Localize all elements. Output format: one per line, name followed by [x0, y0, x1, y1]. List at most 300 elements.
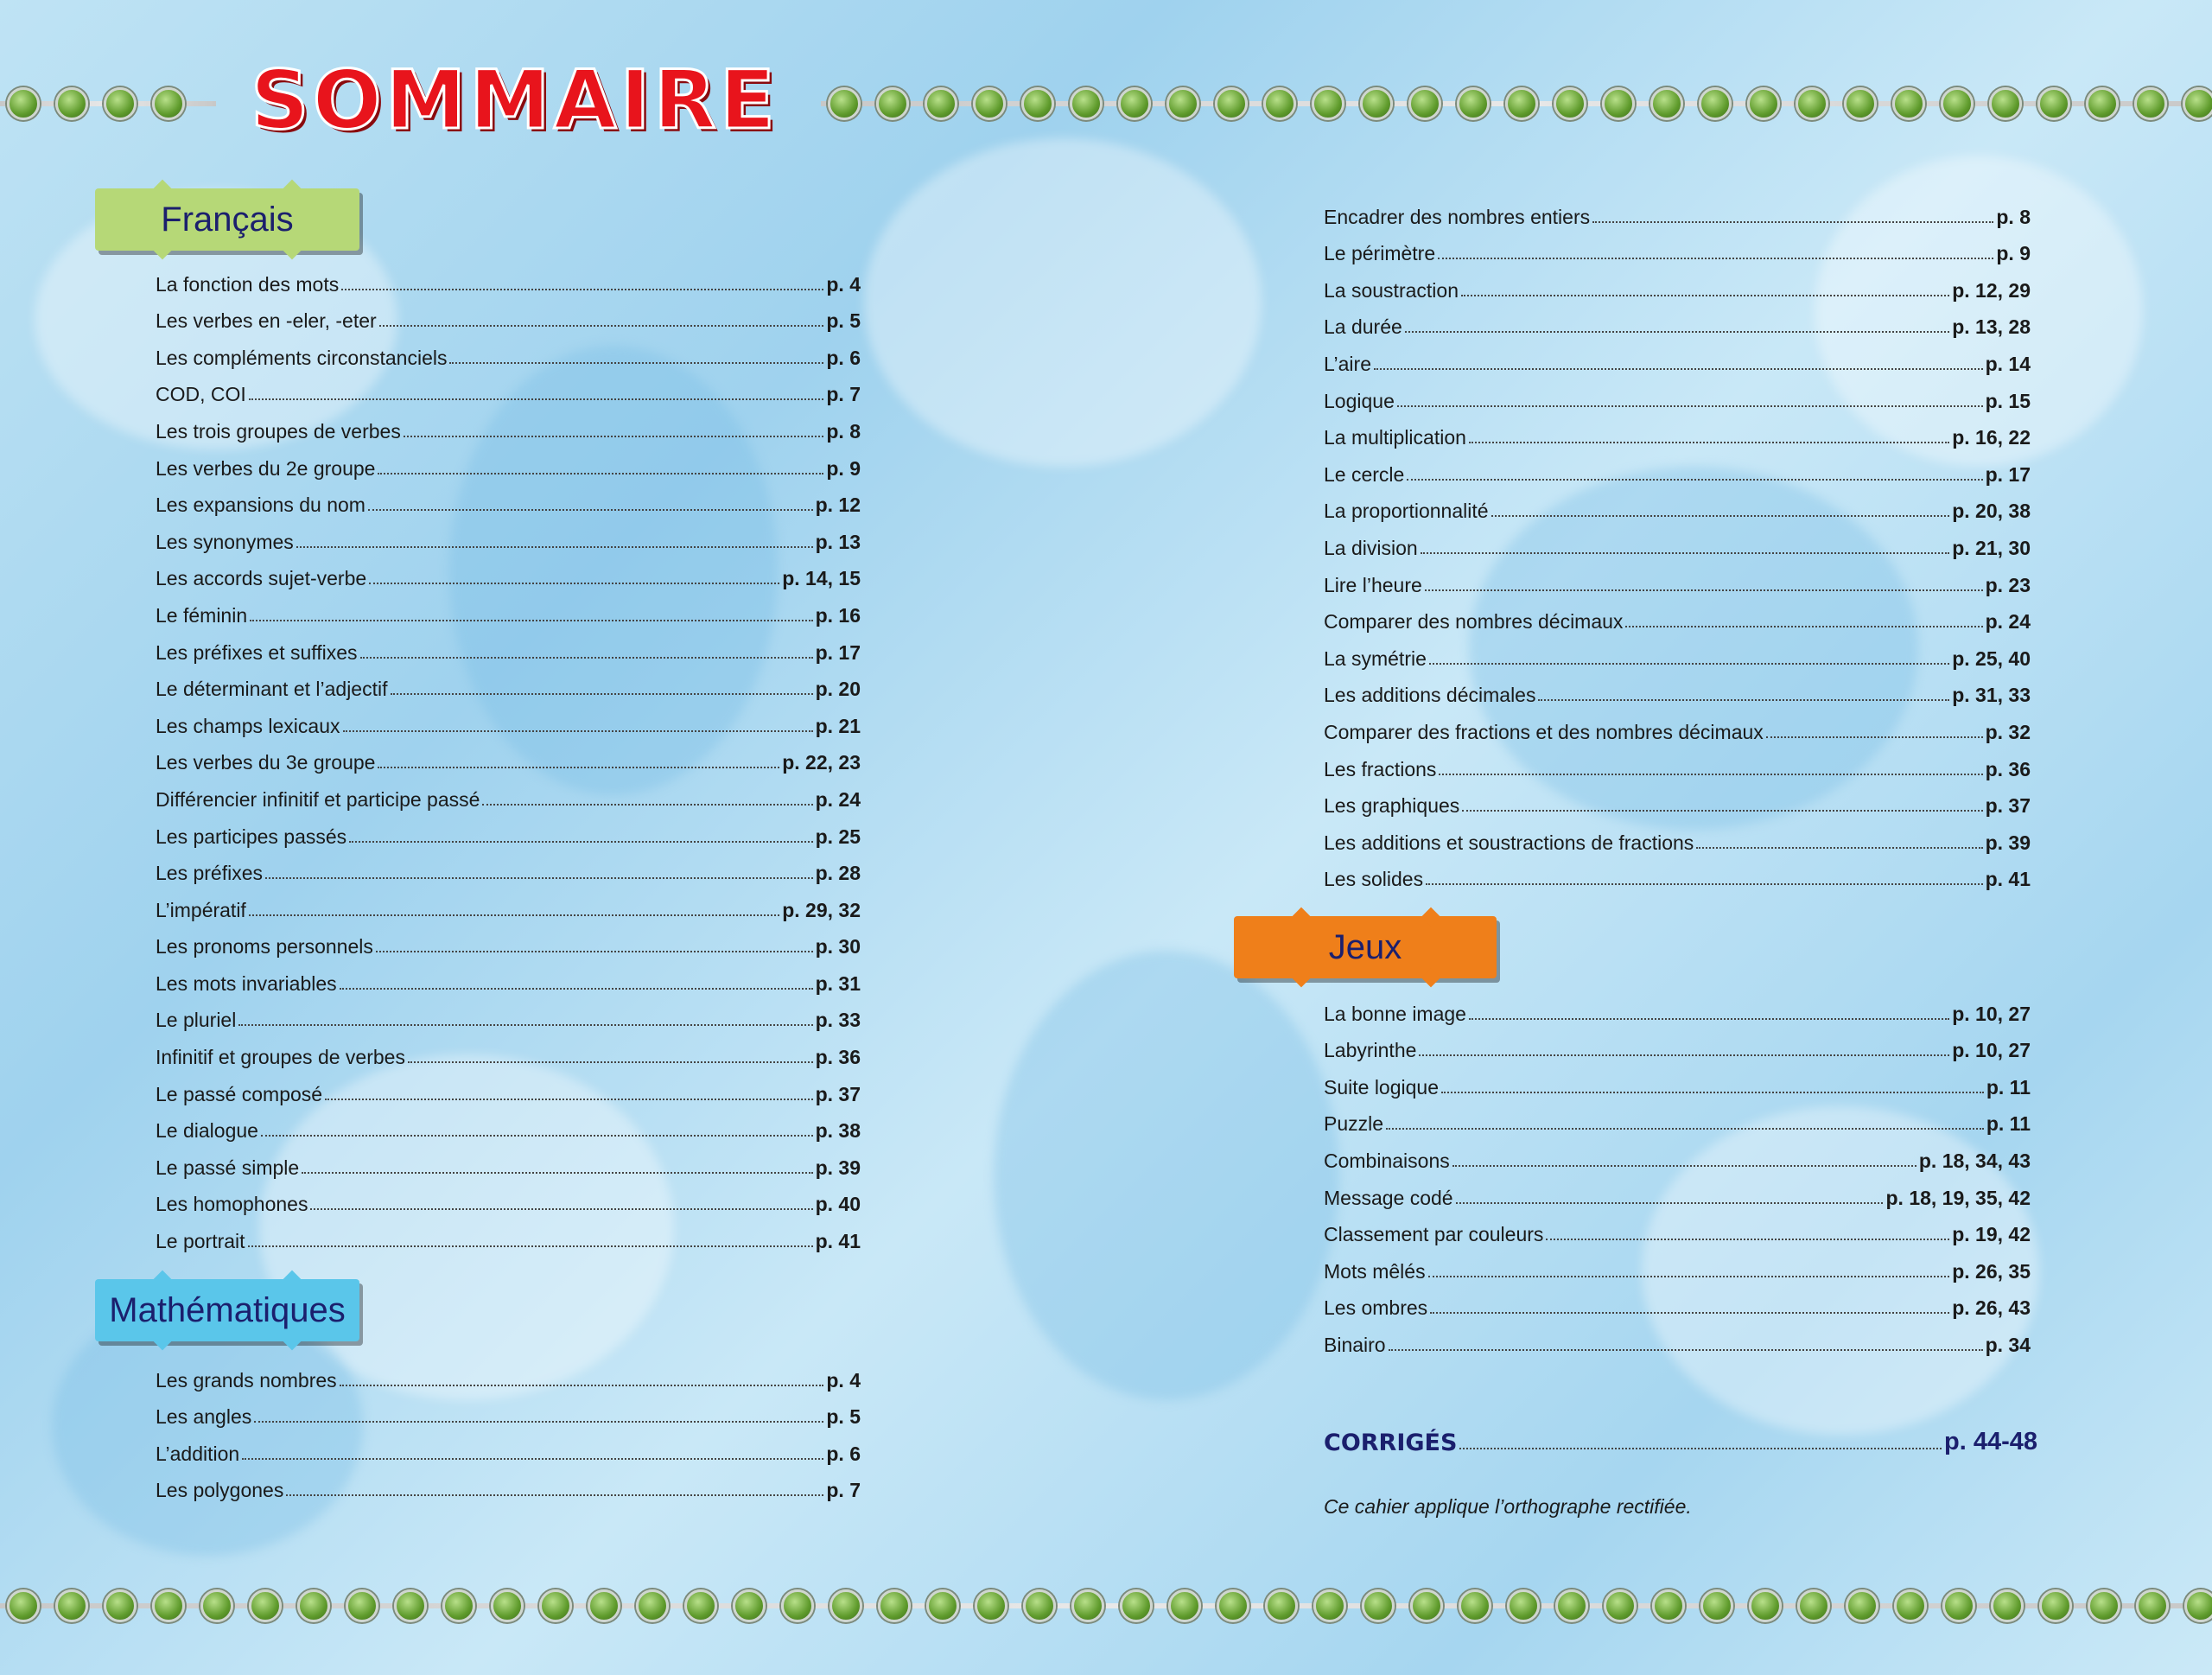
watch-icon	[1217, 1589, 1249, 1622]
watch-icon	[1602, 87, 1635, 120]
dot-leader	[1469, 1018, 1949, 1020]
orthographe-note: Ce cahier applique l’orthographe rectifiée.	[1324, 1495, 1692, 1518]
toc-entry	[1324, 376, 2031, 413]
toc-entry	[156, 590, 861, 627]
toc-list-mathematiques-continued	[1324, 192, 2031, 891]
watch-icon	[1505, 87, 1538, 120]
watch-icon	[636, 1589, 669, 1622]
toc-entry	[1324, 1099, 2031, 1137]
toc-entry	[156, 665, 861, 702]
toc-entry-page: p. 23	[1985, 573, 2031, 596]
dot-leader	[1696, 847, 1982, 849]
dot-leader	[1462, 810, 1982, 812]
section-label-francais	[95, 188, 359, 251]
toc-entry-label: Le féminin	[156, 603, 248, 627]
dot-leader	[238, 1024, 812, 1026]
toc-entry-page: p. 17	[1985, 462, 2031, 486]
toc-entry-label: Les additions décimales	[1324, 684, 1536, 707]
toc-entry-page: p. 10, 27	[1952, 1039, 2031, 1062]
toc-entry	[1324, 781, 2031, 818]
watch-icon	[926, 1589, 959, 1622]
toc-entry	[1324, 413, 2031, 450]
toc-entry-label: Infinitif et groupes de verbes	[156, 1046, 405, 1069]
toc-entry	[156, 1143, 861, 1180]
toc-entry	[156, 812, 861, 849]
toc-entry	[1324, 707, 2031, 744]
watch-icon	[2086, 87, 2119, 120]
toc-entry-label: Logique	[1324, 389, 1395, 412]
dot-leader	[1538, 699, 1949, 701]
dot-leader	[1625, 626, 1982, 627]
toc-entry-page: p. 24	[1985, 610, 2031, 634]
toc-entry-page: p. 25, 40	[1952, 646, 2031, 670]
toc-entry-label: Encadrer des nombres entiers	[1324, 205, 1591, 228]
watch-icon	[1071, 1589, 1104, 1622]
watch-icon	[1360, 87, 1393, 120]
toc-entry	[1324, 1246, 2031, 1283]
watch-icon	[346, 1589, 378, 1622]
toc-entry	[156, 1180, 861, 1217]
toc-entry	[1324, 229, 2031, 266]
dot-leader	[369, 583, 779, 584]
toc-entry-label: Les accords sujet-verbe	[156, 567, 367, 590]
dot-leader	[1407, 479, 1982, 481]
toc-entry-page: p. 9	[826, 456, 861, 480]
watch-icon	[2134, 87, 2167, 120]
toc-entry-page: p. 30	[815, 935, 861, 959]
toc-entry-page: p. 20	[815, 678, 861, 701]
toc-entry-page: p. 17	[815, 640, 861, 664]
dot-leader	[1456, 1202, 1884, 1204]
dot-leader	[1469, 442, 1949, 443]
toc-entry	[156, 738, 861, 775]
toc-entry-page: p. 11	[1986, 1075, 2031, 1099]
watch-icon	[152, 87, 185, 120]
watch-icon	[539, 1589, 572, 1622]
watch-icon	[1699, 87, 1732, 120]
toc-entry-page: p. 8	[1996, 205, 2031, 228]
corriges-page: p. 44-48	[1944, 1428, 2037, 1455]
toc-entry-label: L’aire	[1324, 352, 1371, 375]
section-label-text: Français	[161, 200, 294, 239]
toc-entry-label: La fonction des mots	[156, 272, 340, 296]
dot-leader	[340, 988, 813, 990]
toc-entry-page: p. 16, 22	[1952, 426, 2031, 449]
toc-entry-page: p. 18, 19, 35, 42	[1885, 1186, 2031, 1209]
watch-icon	[1749, 1589, 1782, 1622]
watch-icon	[7, 1589, 40, 1622]
dot-leader	[1425, 589, 1983, 591]
toc-entry-page: p. 9	[1996, 242, 2031, 265]
watch-icon	[588, 1589, 620, 1622]
toc-entry	[156, 554, 861, 591]
watch-icon	[491, 1589, 524, 1622]
toc-entry-label: Différencier infinitif et participe passé	[156, 787, 480, 811]
toc-entry	[156, 996, 861, 1033]
watch-icon	[1410, 1589, 1443, 1622]
toc-entry	[1324, 523, 2031, 560]
toc-entry-page: p. 13, 28	[1952, 315, 2031, 339]
toc-entry	[156, 922, 861, 959]
toc-entry-page: p. 41	[815, 1230, 861, 1253]
watch-icon	[1846, 1589, 1878, 1622]
toc-entry-page: p. 4	[826, 272, 861, 296]
toc-entry-label: Les verbes en -eler, -eter	[156, 309, 377, 333]
toc-entry-label: Le cercle	[1324, 462, 1405, 486]
toc-entry-label: Les verbes du 2e groupe	[156, 456, 376, 480]
toc-entry-page: p. 5	[826, 309, 861, 333]
toc-entry-label: Suite logique	[1324, 1075, 1439, 1099]
watch-icon	[2039, 1589, 2072, 1622]
toc-entry-label: La soustraction	[1324, 278, 1459, 302]
toc-entry-label: Message codé	[1324, 1186, 1453, 1209]
watch-icon	[1362, 1589, 1395, 1622]
toc-entry	[156, 443, 861, 481]
toc-entry	[1324, 855, 2031, 892]
dot-leader	[1374, 368, 1983, 370]
toc-entry-page: p. 26, 43	[1952, 1296, 2031, 1320]
dot-leader	[449, 362, 823, 364]
dot-leader	[1441, 1092, 1984, 1093]
toc-entry-label: Le dialogue	[156, 1119, 258, 1143]
watch-icon	[1023, 1589, 1056, 1622]
top-border-left	[0, 85, 216, 123]
watch-icon	[1652, 1589, 1685, 1622]
watch-icon	[925, 87, 957, 120]
watch-icon	[7, 87, 40, 120]
toc-entry	[156, 885, 861, 922]
toc-entry	[156, 1392, 861, 1430]
toc-entry	[156, 370, 861, 407]
toc-entry-page: p. 37	[815, 1082, 861, 1105]
dot-leader	[310, 1208, 812, 1210]
watch-icon	[55, 1589, 88, 1622]
toc-entry	[156, 406, 861, 443]
toc-entry-label: Puzzle	[1324, 1112, 1384, 1136]
toc-entry-page: p. 15	[1985, 389, 2031, 412]
watch-icon	[1797, 1589, 1830, 1622]
dot-leader	[286, 1494, 823, 1496]
watch-icon	[973, 87, 1006, 120]
watch-icon	[1313, 1589, 1346, 1622]
watch-icon	[1844, 87, 1877, 120]
watch-icon	[55, 87, 88, 120]
watch-icon	[1168, 1589, 1201, 1622]
watch-icon	[104, 87, 137, 120]
toc-entry	[156, 1106, 861, 1143]
dot-leader	[1766, 736, 1983, 738]
toc-entry-page: p. 31, 33	[1952, 684, 2031, 707]
toc-entry-label: Les trois groupes de verbes	[156, 419, 401, 443]
toc-entry-label: La proportionnalité	[1324, 500, 1489, 523]
toc-entry-label: Lire l’heure	[1324, 573, 1422, 596]
toc-entry-label: Classement par couleurs	[1324, 1223, 1544, 1246]
toc-entry-page: p. 16	[815, 603, 861, 627]
watch-icon	[2136, 1589, 2169, 1622]
toc-entry-page: p. 33	[815, 1009, 861, 1032]
dot-leader	[250, 620, 812, 621]
toc-entry-page: p. 39	[1985, 831, 2031, 854]
dot-leader	[349, 841, 812, 843]
toc-entry	[1324, 989, 2031, 1026]
toc-entry	[1324, 449, 2031, 487]
watch-icon	[2037, 87, 2070, 120]
toc-entry-label: Le déterminant et l’adjectif	[156, 678, 388, 701]
toc-entry-page: p. 5	[826, 1405, 861, 1429]
toc-entry-page: p. 14, 15	[782, 567, 861, 590]
toc-entry	[1324, 671, 2031, 708]
toc-entry-page: p. 10, 27	[1952, 1002, 2031, 1025]
section-label-text: Jeux	[1328, 927, 1402, 966]
watch-icon	[1892, 87, 1925, 120]
toc-entry	[1324, 265, 2031, 303]
toc-entry-label: Mots mêlés	[1324, 1259, 1426, 1283]
dot-leader	[1426, 883, 1983, 885]
watch-icon	[1555, 1589, 1588, 1622]
toc-entry-page: p. 37	[1985, 794, 2031, 818]
watch-icon	[1408, 87, 1441, 120]
toc-entry-label: La symétrie	[1324, 646, 1427, 670]
toc-entry-page: p. 7	[826, 1479, 861, 1502]
toc-entry-label: Les pronoms personnels	[156, 935, 373, 959]
dot-leader	[341, 289, 823, 290]
corriges-label: CORRIGÉS	[1324, 1430, 1458, 1456]
toc-entry-page: p. 4	[826, 1368, 861, 1392]
dot-leader	[296, 546, 813, 548]
dot-leader	[249, 398, 824, 400]
dot-leader	[1429, 663, 1949, 665]
toc-entry-label: Les champs lexicaux	[156, 714, 340, 737]
toc-entry	[1324, 303, 2031, 340]
toc-entry-page: p. 12, 29	[1952, 278, 2031, 302]
toc-entry-page: p. 6	[826, 1442, 861, 1465]
toc-entry-label: La durée	[1324, 315, 1402, 339]
toc-entry	[156, 1466, 861, 1503]
dot-leader	[360, 657, 813, 659]
dot-leader	[1438, 258, 1993, 259]
toc-entry-label: Les grands nombres	[156, 1368, 337, 1392]
dot-leader	[340, 1385, 824, 1386]
dot-leader	[343, 730, 813, 732]
toc-entry	[1324, 597, 2031, 634]
toc-entry-page: p. 25	[815, 825, 861, 848]
toc-entry	[1324, 487, 2031, 524]
toc-list-mathematiques	[156, 1355, 861, 1502]
dot-leader	[378, 473, 823, 474]
toc-entry-label: Les synonymes	[156, 530, 294, 553]
toc-entry-label: Les polygones	[156, 1479, 284, 1502]
toc-entry	[1324, 1173, 2031, 1210]
dot-leader	[391, 693, 813, 695]
toc-entry-label: Les angles	[156, 1405, 252, 1429]
toc-entry-label: Les participes passés	[156, 825, 347, 848]
dot-leader	[1461, 295, 1949, 296]
toc-entry-page: p. 36	[815, 1046, 861, 1069]
toc-entry-label: Labyrinthe	[1324, 1039, 1417, 1062]
toc-entry	[1324, 1026, 2031, 1063]
toc-entry-page: p. 31	[815, 971, 861, 995]
toc-entry-page: p. 29, 32	[782, 898, 861, 921]
dot-leader	[302, 1172, 812, 1174]
watch-icon	[297, 1589, 330, 1622]
toc-entry-label: Les verbes du 3e groupe	[156, 751, 376, 774]
toc-entry	[156, 774, 861, 812]
watch-icon	[249, 1589, 282, 1622]
toc-entry-label: Les préfixes et suffixes	[156, 640, 358, 664]
dot-leader	[376, 951, 813, 952]
watch-icon	[1118, 87, 1151, 120]
toc-entry	[156, 1032, 861, 1069]
toc-entry-label: Les graphiques	[1324, 794, 1460, 818]
top-border-right	[821, 85, 2212, 123]
watch-icon	[2088, 1589, 2120, 1622]
watch-icon	[1747, 87, 1780, 120]
toc-entry-label: La division	[1324, 536, 1418, 559]
watch-icon	[1120, 1589, 1153, 1622]
toc-entry	[156, 259, 861, 296]
toc-entry-page: p. 8	[826, 419, 861, 443]
toc-entry	[156, 1429, 861, 1466]
dot-leader	[1452, 1165, 1916, 1167]
toc-entry-label: Les solides	[1324, 868, 1424, 891]
watch-icon	[684, 1589, 717, 1622]
toc-entry-label: L’impératif	[156, 898, 246, 921]
dot-leader	[261, 1135, 813, 1137]
watch-icon	[1650, 87, 1683, 120]
toc-entry	[1324, 1320, 2031, 1357]
watch-icon	[1021, 87, 1054, 120]
toc-entry-page: p. 41	[1985, 868, 2031, 891]
toc-entry	[156, 1355, 861, 1392]
dot-leader	[1428, 1276, 1950, 1277]
dot-leader	[1389, 1349, 1983, 1351]
watch-icon	[1459, 1589, 1491, 1622]
toc-entry	[156, 517, 861, 554]
watch-icon	[1941, 87, 1974, 120]
dot-leader	[404, 436, 824, 437]
toc-entry-label: Les homophones	[156, 1193, 308, 1216]
page-title: SOMMAIRE	[251, 54, 779, 148]
dot-leader	[1491, 515, 1950, 517]
section-label-jeux	[1234, 916, 1497, 978]
watch-icon	[1263, 87, 1296, 120]
toc-entry	[1324, 339, 2031, 376]
toc-entry	[1324, 192, 2031, 229]
dot-leader	[1419, 1054, 1949, 1056]
toc-entry-label: Le pluriel	[156, 1009, 237, 1032]
watch-icon	[1312, 87, 1344, 120]
watch-icon	[200, 1589, 233, 1622]
toc-entry	[1324, 818, 2031, 855]
toc-list-jeux	[1324, 989, 2031, 1357]
dot-leader	[378, 767, 779, 768]
watch-icon	[1604, 1589, 1637, 1622]
watch-icon	[1215, 87, 1248, 120]
dot-leader	[379, 325, 824, 327]
watch-icon	[442, 1589, 475, 1622]
toc-entry-label: Les préfixes	[156, 862, 264, 885]
watch-icon	[1989, 87, 2022, 120]
toc-entry-label: Le portrait	[156, 1230, 245, 1253]
toc-entry-page: p. 36	[1985, 757, 2031, 780]
toc-entry	[1324, 1136, 2031, 1173]
watch-icon	[1070, 87, 1103, 120]
toc-entry-page: p. 24	[815, 787, 861, 811]
toc-entry-page: p. 12	[815, 494, 861, 517]
watch-icon	[828, 87, 861, 120]
watch-icon	[1507, 1589, 1540, 1622]
toc-entry-page: p. 21, 30	[1952, 536, 2031, 559]
toc-entry-label: Le passé composé	[156, 1082, 323, 1105]
toc-entry	[1324, 744, 2031, 781]
watch-icon	[1991, 1589, 2024, 1622]
toc-entry	[156, 481, 861, 518]
toc-entry-label: Les expansions du nom	[156, 494, 365, 517]
toc-entry-page: p. 32	[1985, 720, 2031, 743]
watch-icon	[781, 1589, 814, 1622]
toc-entry-label: Les compléments circonstanciels	[156, 346, 448, 369]
dot-leader	[242, 1458, 823, 1460]
watch-icon	[975, 1589, 1007, 1622]
toc-entry-label: Combinaisons	[1324, 1149, 1450, 1172]
toc-entry-label: Les ombres	[1324, 1296, 1428, 1320]
toc-entry-page: p. 40	[815, 1193, 861, 1216]
watch-icon	[878, 1589, 911, 1622]
watch-icon	[2183, 87, 2212, 120]
toc-entry-page: p. 11	[1986, 1112, 2031, 1136]
toc-entry	[156, 1069, 861, 1106]
toc-entry	[156, 849, 861, 886]
watch-icon	[1796, 87, 1828, 120]
toc-entry-page: p. 21	[815, 714, 861, 737]
watch-icon	[394, 1589, 427, 1622]
dot-leader	[254, 1421, 823, 1423]
toc-entry	[156, 333, 861, 370]
toc-entry-label: L’addition	[156, 1442, 240, 1465]
section-label-text: Mathématiques	[109, 1290, 346, 1329]
watch-icon	[152, 1589, 185, 1622]
dot-leader	[408, 1061, 813, 1063]
toc-entry	[1324, 634, 2031, 671]
dot-leader	[1386, 1128, 1984, 1130]
toc-entry	[1324, 1283, 2031, 1321]
dot-leader	[1430, 1312, 1949, 1314]
toc-entry	[1324, 1210, 2031, 1247]
toc-entry-page: p. 38	[815, 1119, 861, 1143]
watch-icon	[830, 1589, 862, 1622]
toc-entry-page: p. 20, 38	[1952, 500, 2031, 523]
toc-entry	[156, 296, 861, 334]
toc-entry	[1324, 560, 2031, 597]
toc-entry	[156, 959, 861, 996]
watch-icon	[1942, 1589, 1975, 1622]
watch-icon	[1554, 87, 1586, 120]
section-label-mathematiques	[95, 1279, 359, 1341]
toc-entry-page: p. 26, 35	[1952, 1259, 2031, 1283]
toc-entry-page: p. 19, 42	[1952, 1223, 2031, 1246]
watch-icon	[104, 1589, 137, 1622]
toc-entry-label: Comparer des fractions et des nombres décimaux	[1324, 720, 1764, 743]
toc-entry-label: Comparer des nombres décimaux	[1324, 610, 1624, 634]
toc-entry	[156, 627, 861, 665]
toc-entry-page: p. 39	[815, 1156, 861, 1179]
dot-leader	[1546, 1239, 1949, 1240]
watch-icon	[2184, 1589, 2212, 1622]
toc-entry-page: p. 14	[1985, 352, 2031, 375]
toc-entry-label: Les mots invariables	[156, 971, 337, 995]
toc-entry-page: p. 22, 23	[782, 751, 861, 774]
toc-entry-page: p. 28	[815, 862, 861, 885]
